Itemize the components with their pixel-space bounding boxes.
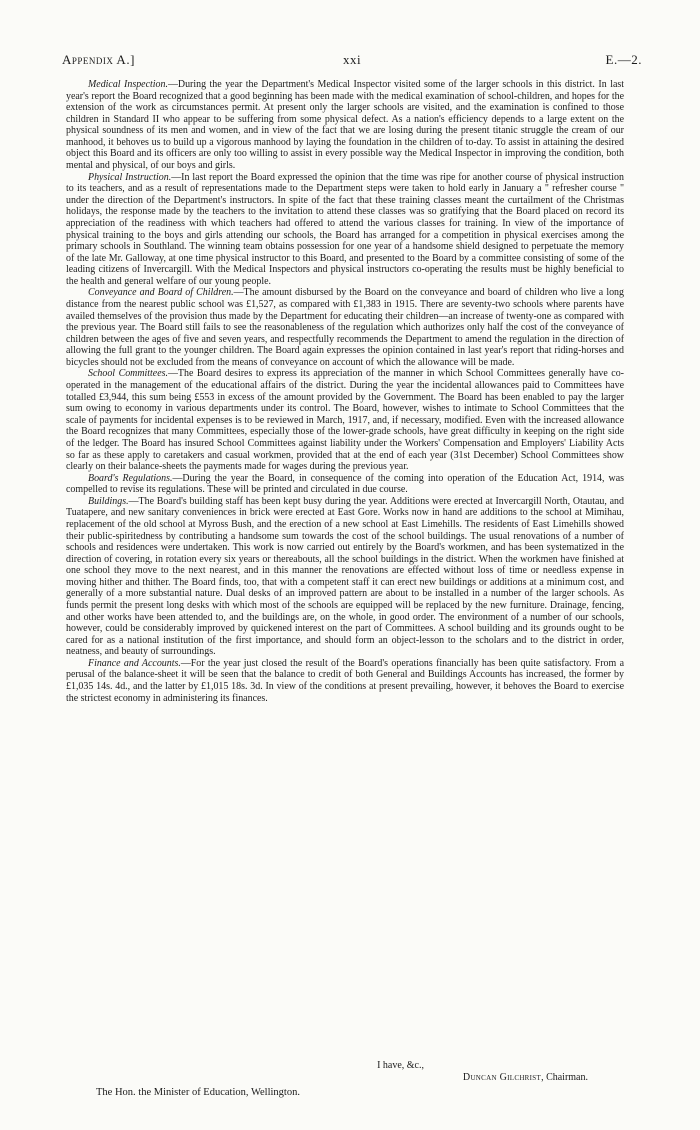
text-conveyance: —The amount disbursed by the Board on the conveyance and board of children who live a long distance from the nearest public school was £1,527, as compared with £1,383 in 1915. There are seventy-two schools where parents have availed themselves of the provision thus made by the Department for educating their children—an increase of twenty-one as compared with the previous year. The Board still fails to see the reasonableness of the regulation which authorizes only half the cost of the conveyance of children between the ages of five and seven years, and respectfully recommends the Department to amend the regulation in the direction of allowing the full grant to the younger children. The Board again expresses the opinion contained in last year's report that riding-horses and bicycles should not be excluded from the means of conveyance on account of which the allowance will be made. bbox=[66, 287, 624, 368]
text-finance: —For the year just closed the result of the Board's operations financially has been quite satisfactory. From a perusal of the balance-sheet it will be seen that the balance to credit of both General and Buildings Accounts has increased, the former by £1,035 14s. 4d., and the latter by £1,015 18s. 3d. In view of the conditions at present prevailing, however, it behoves the Board to exercise the strictest economy in administering its finances. bbox=[66, 657, 624, 704]
header-paper-code: E.—2. bbox=[605, 52, 642, 67]
text-school-committees: —The Board desires to express its appreciation of the manner in which School Committees generally have co-operated in the management of the educational affairs of the district. During the year the incidental allowances paid to Committees have totalled £3,944, this sum being £553 in excess of the amount provided by the Government. The Board has been enabled to pay the larger sum owing to economy in various departments under its control. The Board, however, wishes to intimate to School Committees that the scale of payments for incidental expenses is to be reviewed in March, 1917, and, if necessary, modified. Even with the increased allowance the Board recognizes that many Committees, especially those of the lower-grade schools, have great difficulty in keeping on the right side of the ledger. The Board has insured School Committees against liability under the Workers' Compensation and Employers' Liability Acts so far as these apply to caretakers and casual workmen, provided that at the end of each year (31st December) School Committees show clearly on their balance-sheets the payments made for wages during the previous year. bbox=[66, 368, 624, 473]
heading-school-committees: School Committees. bbox=[88, 368, 168, 380]
report-body bbox=[66, 79, 624, 704]
text-physical-instruction: —In last report the Board expressed the opinion that the time was ripe for another course of physical instruction to its teachers, and as a result of representations made to the Department steps were taken to hold early in January a " refresher course " under the direction of the Department's instructors. In spite of the fact that these training classes meant the curtailment of the Christmas holidays, the response made by the teachers to the invitation to attend these classes was so gratifying that the Board placed on record its appreciation of the readiness with which teachers had offered to attend the various classes for training. In view of the importance of physical training to the boys and girls attending our schools, the Board has arranged for a competition in physical exercises among the primary schools in Southland. The winning team obtains possession for one year of a handsome shield designed to perpetuate the memory of the late Mr. Galloway, at one time physical instructor to this Board, and presented to the Board by a committee consisting of some of the leading citizens of Invercargill. With the Medical Inspectors and physical instructors co-operating the results must be highly beneficial to the health and general welfare of our young people. bbox=[66, 171, 624, 287]
signatory-title: , Chairman. bbox=[541, 1072, 588, 1083]
page-header bbox=[62, 52, 642, 70]
closing-line: I have, &c., bbox=[377, 1060, 424, 1071]
heading-conveyance: Conveyance and Board of Children. bbox=[88, 287, 234, 299]
text-board-regulations: —During the year the Board, in consequence of the coming into operation of the Education Act, 1914, was compelled to revise its regulations. These will be printed and circulated in due course. bbox=[66, 472, 624, 496]
header-page-number: xxi bbox=[342, 52, 362, 67]
paragraph-board-regulations bbox=[66, 473, 624, 496]
text-buildings: —The Board's building staff has been kept busy during the year. Additions were erected at Invercargill North, Otautau, and Tuatapere, and new sanitary conveniences in brick were erected at East Gore. Works now in hand are additions to the school at Mimihau, replacement of the old school at Myross Bush, and the erection of a new school at East Limehills. The residents of East Limehills showed their public-spiritedness by contributing a handsome sum towards the cost of the school buildings. The usual renovations of a number of schools and residences were undertaken. This work is now carried out entirely by the Board's workmen, and has been systematized in the direction of covering, in rotation every six years or thereabouts, all the school buildings in the district. When the workmen have finished at one school they move to the next nearest, and in this manner the renovations are effected without loss of time or needless expense in moving hither and thither. The Board finds, too, that with a competent staff it can erect new buildings or additions at a minimum cost, and generally of a more substantial nature. Dual desks of an improved pattern are about to be installed in a number of the larger schools. As funds permit the present long desks with which most of the schools are equipped will be replaced by the new furniture. Drainage, fencing, and other works have been attended to, and the buildings are, on the whole, in good order. The environment of a number of our schools, however, could be considerably improved by quickened interest on the part of Committees. A school building and its grounds ought to be cared for as a national institution of the first importance, and should form an object-lesson to the scholars and to the district in order, neatness, and beauty of surroundings. bbox=[66, 495, 624, 658]
paragraph-physical-instruction bbox=[66, 172, 624, 288]
heading-finance: Finance and Accounts. bbox=[88, 657, 181, 669]
heading-medical-inspection: Medical Inspection. bbox=[88, 79, 168, 90]
addressee-line: The Hon. the Minister of Education, Wellington. bbox=[96, 1087, 300, 1098]
heading-board-regulations: Board's Regulations. bbox=[88, 472, 173, 484]
paragraph-medical-inspection bbox=[66, 79, 624, 172]
signature-line bbox=[66, 1072, 624, 1084]
paragraph-finance bbox=[66, 658, 624, 704]
heading-buildings: Buildings. bbox=[88, 495, 129, 507]
header-appendix: Appendix A.] bbox=[62, 52, 135, 67]
paragraph-school-committees bbox=[66, 368, 624, 472]
heading-physical-instruction: Physical Instruction. bbox=[88, 171, 172, 183]
paragraph-conveyance bbox=[66, 287, 624, 368]
paragraph-buildings bbox=[66, 496, 624, 658]
signatory-name: Duncan Gilchrist bbox=[462, 1072, 542, 1083]
text-medical-inspection: —During the year the Department's Medical Inspector visited some of the larger schools in this district. In last year's report the Board recognized that a good beginning has been made with the medical examination of school-children, and hopes for the extension of the work as circumstances permit. At present only the larger schools are visited, and the examination is confined to those children in Standard II who appear to be suffering from some physical defect. As a nation's efficiency depends to a large extent on the physical soundness of its men and women, and in view of the fact that we are losing during the present titanic struggle the cream of our manhood, it behoves us to build up a vigorous manhood by laying the foundation in the children of to-day. To assist in attaining the desired object this Board and its officers are only too willing to assist in every possible way the Medical Inspector in improving the condition, both mental and physical, of our boys and girls. bbox=[66, 79, 624, 172]
